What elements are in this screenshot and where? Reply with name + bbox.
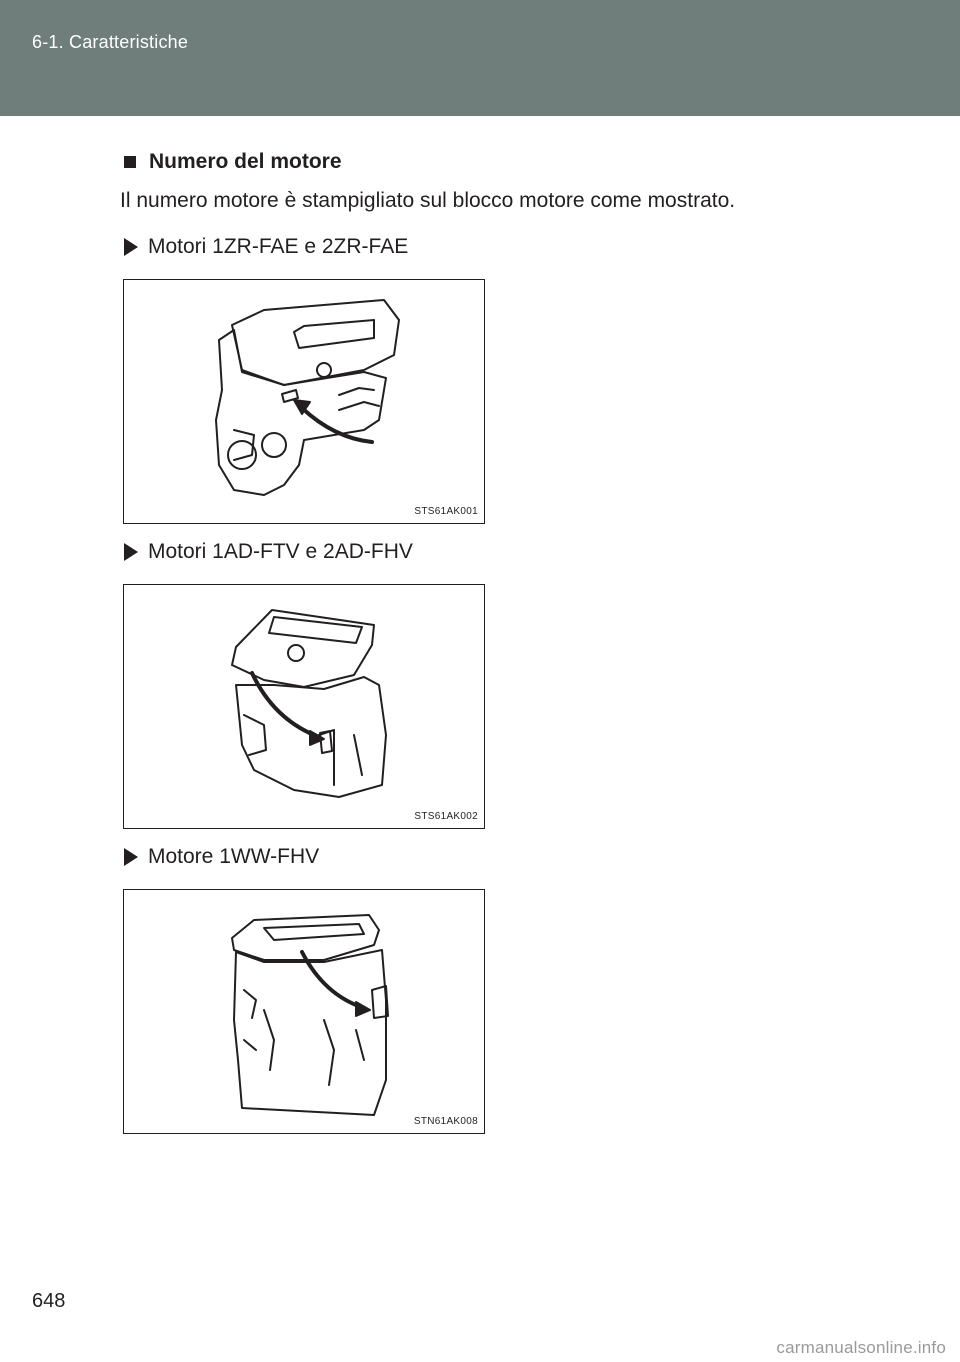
section-title: 6-1. Caratteristiche xyxy=(32,32,189,52)
heading-text: Numero del motore xyxy=(149,150,342,173)
triangle-bullet-icon xyxy=(124,848,138,866)
figure-2-label: Motori 1AD-FTV e 2AD-FHV xyxy=(148,540,413,563)
triangle-bullet-icon xyxy=(124,238,138,256)
section-heading xyxy=(124,150,342,174)
figure-1-label: Motori 1ZR-FAE e 2ZR-FAE xyxy=(148,235,409,258)
figure-2 xyxy=(123,584,485,829)
header-band xyxy=(0,0,960,116)
engine-illustration-icon xyxy=(124,585,484,828)
engine-illustration-icon xyxy=(124,280,484,523)
figure-3-code: STN61AK008 xyxy=(413,1116,478,1127)
square-bullet-icon xyxy=(124,156,136,168)
figure-3-caption xyxy=(124,845,319,869)
page-number: 648 xyxy=(32,1290,66,1312)
figure-3-label: Motore 1WW-FHV xyxy=(148,845,320,868)
figure-2-code: STS61AK002 xyxy=(414,811,478,822)
engine-illustration-icon xyxy=(124,890,484,1133)
figure-1-caption xyxy=(124,235,408,259)
body-paragraph: Il numero motore è stampigliato sul blocco motore come mostrato. xyxy=(120,189,736,212)
figure-2-caption xyxy=(124,540,413,564)
figure-1 xyxy=(123,279,485,524)
watermark: carmanualsonline.info xyxy=(776,1338,946,1357)
triangle-bullet-icon xyxy=(124,543,138,561)
figure-3 xyxy=(123,889,485,1134)
figure-1-code: STS61AK001 xyxy=(414,506,478,517)
